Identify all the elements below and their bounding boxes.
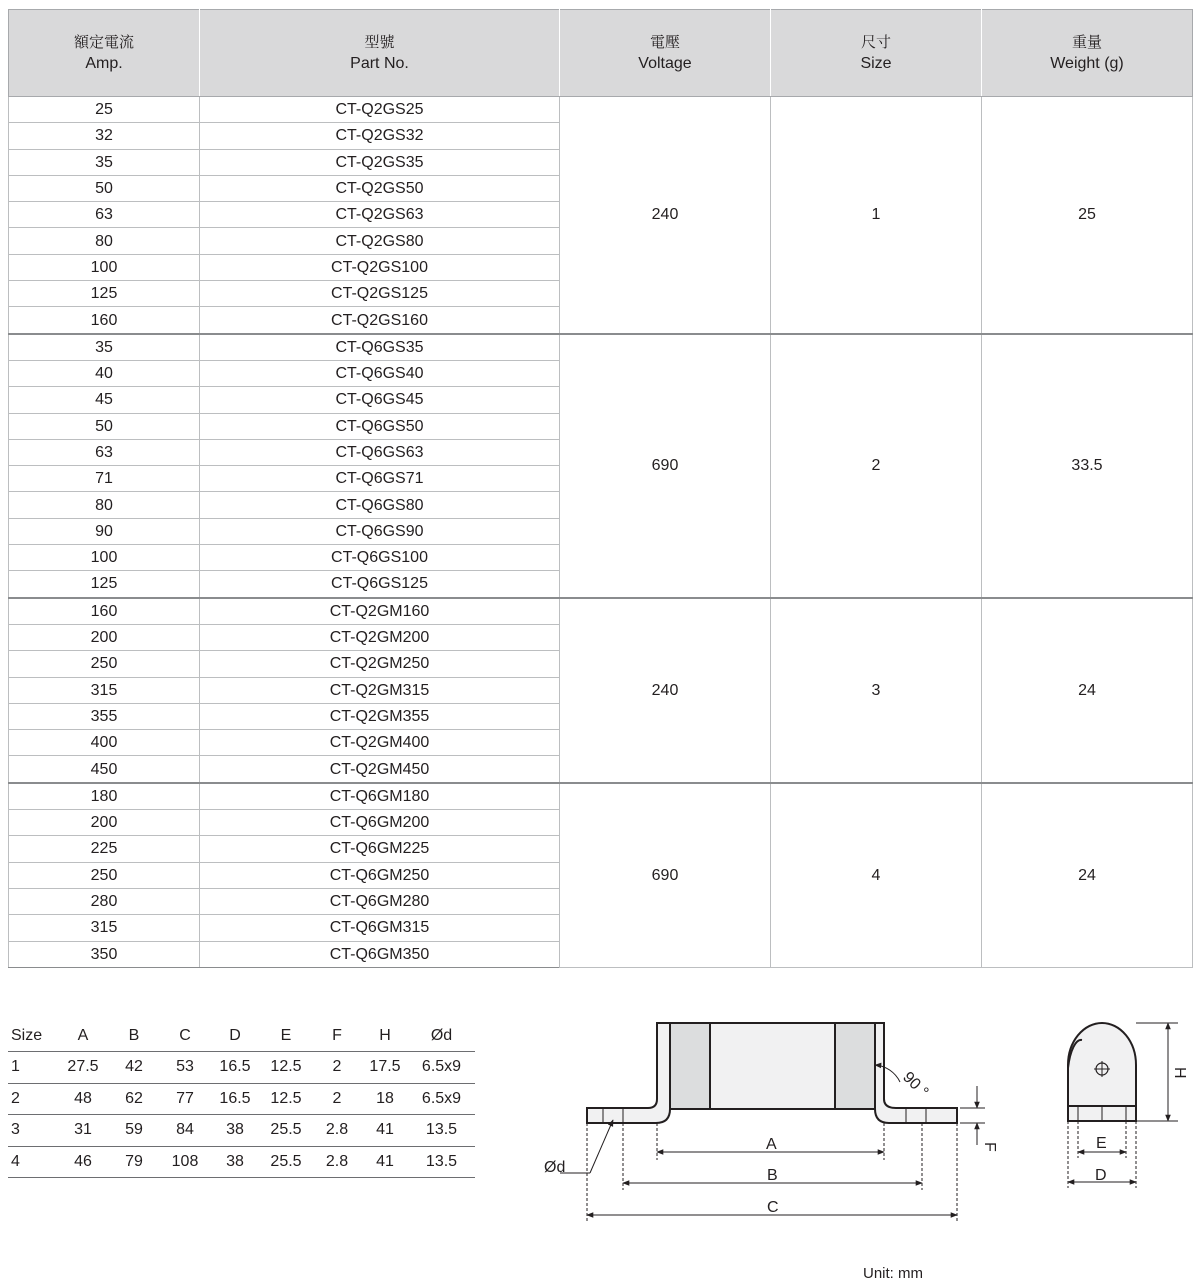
dimensions-cell: 46: [58, 1146, 108, 1178]
part-no-cell: CT-Q6GM180: [200, 783, 560, 810]
table-row: [9, 783, 1193, 810]
header-zh: 電壓: [649, 33, 680, 51]
part-no-cell: CT-Q2GM160: [200, 598, 560, 625]
part-no-cell: CT-Q2GM315: [200, 677, 560, 703]
amp-cell: 280: [9, 888, 200, 914]
part-no-cell: CT-Q2GM450: [200, 756, 560, 783]
dimensions-cell: 12.5: [260, 1083, 312, 1115]
amp-cell: 50: [9, 175, 200, 201]
dimensions-cell: 2.8: [312, 1146, 362, 1178]
dimensions-cell: 13.5: [408, 1146, 475, 1178]
fuse-end-view: [1068, 1023, 1136, 1121]
fuse-spec-table: [8, 9, 1193, 968]
dimensions-row: [8, 1146, 475, 1178]
voltage-cell: 690: [560, 334, 771, 598]
amp-cell: 100: [9, 254, 200, 280]
part-no-cell: CT-Q6GS40: [200, 360, 560, 386]
part-no-cell: CT-Q6GM315: [200, 915, 560, 941]
weight-cell: 24: [982, 598, 1193, 783]
part-no-cell: CT-Q6GS90: [200, 518, 560, 544]
dimensions-cell: 59: [108, 1115, 160, 1147]
dimensions-cell: 17.5: [362, 1052, 408, 1084]
label-angle: 90 °: [899, 1068, 932, 1102]
part-no-cell: CT-Q2GS125: [200, 281, 560, 307]
amp-cell: 450: [9, 756, 200, 783]
amp-cell: 315: [9, 915, 200, 941]
dimensions-header-cell: B: [108, 1021, 160, 1052]
dimensions-cell: 38: [210, 1115, 260, 1147]
dimensions-cell: 2.8: [312, 1115, 362, 1147]
dimensions-cell: 6.5x9: [408, 1052, 475, 1084]
part-no-cell: CT-Q2GM355: [200, 703, 560, 729]
amp-cell: 160: [9, 307, 200, 334]
voltage-cell: 240: [560, 97, 771, 334]
header-part-no: [200, 10, 560, 97]
dimensions-cell: 38: [210, 1146, 260, 1178]
part-no-cell: CT-Q6GM225: [200, 836, 560, 862]
part-no-cell: CT-Q6GM200: [200, 810, 560, 836]
table-row: [9, 334, 1193, 361]
weight-cell: 24: [982, 783, 1193, 968]
size-cell: 4: [771, 783, 982, 968]
dimensions-cell: 2: [312, 1052, 362, 1084]
amp-cell: 400: [9, 730, 200, 756]
dimensions-cell: 2: [312, 1083, 362, 1115]
dimensions-row: [8, 1083, 475, 1115]
amp-cell: 90: [9, 518, 200, 544]
dimensions-cell: 13.5: [408, 1115, 475, 1147]
part-no-cell: CT-Q6GM250: [200, 862, 560, 888]
dimensions-cell: 4: [8, 1146, 58, 1178]
part-no-cell: CT-Q2GS32: [200, 123, 560, 149]
amp-cell: 63: [9, 202, 200, 228]
dimensions-row: [8, 1052, 475, 1084]
dimensions-cell: 62: [108, 1083, 160, 1115]
size-cell: 1: [771, 97, 982, 334]
dimensions-cell: 42: [108, 1052, 160, 1084]
voltage-cell: 690: [560, 783, 771, 968]
header-en: Weight (g): [1050, 55, 1124, 72]
amp-cell: 225: [9, 836, 200, 862]
label-f: F: [981, 1142, 998, 1152]
table-row: [9, 598, 1193, 625]
dimensions-header-cell: D: [210, 1021, 260, 1052]
label-h: H: [1171, 1067, 1188, 1079]
part-no-cell: CT-Q2GS100: [200, 254, 560, 280]
amp-cell: 32: [9, 123, 200, 149]
amp-cell: 350: [9, 941, 200, 967]
amp-cell: 100: [9, 545, 200, 571]
amp-cell: 200: [9, 810, 200, 836]
header-zh: 額定電流: [73, 33, 134, 51]
amp-cell: 125: [9, 571, 200, 598]
label-a: A: [766, 1136, 777, 1153]
weight-cell: 33.5: [982, 334, 1193, 598]
dimensions-cell: 25.5: [260, 1146, 312, 1178]
dimensions-cell: 1: [8, 1052, 58, 1084]
part-no-cell: CT-Q6GS80: [200, 492, 560, 518]
amp-cell: 50: [9, 413, 200, 439]
amp-cell: 355: [9, 703, 200, 729]
dimensions-header-cell: H: [362, 1021, 408, 1052]
part-no-cell: CT-Q2GM200: [200, 624, 560, 650]
dimensions-cell: 27.5: [58, 1052, 108, 1084]
header-amp: [9, 10, 200, 97]
dimensions-table: [8, 1021, 475, 1178]
fuse-side-view: [587, 1023, 957, 1123]
dimensions-table-body: [8, 1052, 475, 1178]
header-en: Amp.: [85, 55, 123, 72]
amp-cell: 35: [9, 334, 200, 361]
amp-cell: 180: [9, 783, 200, 810]
fuse-dimension-drawing: [530, 1010, 1200, 1240]
amp-cell: 45: [9, 387, 200, 413]
spec-header-row: [9, 10, 1193, 97]
amp-cell: 25: [9, 97, 200, 123]
header-voltage: [560, 10, 771, 97]
dimensions-cell: 2: [8, 1083, 58, 1115]
dimensions-header-cell: C: [160, 1021, 210, 1052]
part-no-cell: CT-Q2GM400: [200, 730, 560, 756]
dimensions-cell: 48: [58, 1083, 108, 1115]
part-no-cell: CT-Q2GS25: [200, 97, 560, 123]
dimensions-header-cell: Size: [8, 1021, 58, 1052]
amp-cell: 250: [9, 862, 200, 888]
dimensions-header-cell: A: [58, 1021, 108, 1052]
dimensions-cell: 25.5: [260, 1115, 312, 1147]
dimensions-header-cell: F: [312, 1021, 362, 1052]
part-no-cell: CT-Q2GS80: [200, 228, 560, 254]
part-no-cell: CT-Q6GS63: [200, 439, 560, 465]
dimensions-cell: 77: [160, 1083, 210, 1115]
amp-cell: 315: [9, 677, 200, 703]
part-no-cell: CT-Q2GS160: [200, 307, 560, 334]
header-zh: 尺寸: [860, 33, 891, 51]
part-no-cell: CT-Q2GM250: [200, 651, 560, 677]
part-no-cell: CT-Q6GM280: [200, 888, 560, 914]
amp-cell: 200: [9, 624, 200, 650]
amp-cell: 125: [9, 281, 200, 307]
header-weight: [982, 10, 1193, 97]
dimensions-cell: 108: [160, 1146, 210, 1178]
dimensions-cell: 84: [160, 1115, 210, 1147]
table-row: [9, 97, 1193, 123]
amp-cell: 71: [9, 466, 200, 492]
label-b: B: [767, 1167, 778, 1184]
header-en: Part No.: [350, 55, 409, 72]
part-no-cell: CT-Q6GS100: [200, 545, 560, 571]
header-zh: 型號: [364, 33, 395, 51]
amp-cell: 250: [9, 651, 200, 677]
part-no-cell: CT-Q6GM350: [200, 941, 560, 967]
part-no-cell: CT-Q2GS50: [200, 175, 560, 201]
dimensions-row: [8, 1115, 475, 1147]
dimensions-cell: 53: [160, 1052, 210, 1084]
header-size: [771, 10, 982, 97]
dimensions-cell: 16.5: [210, 1052, 260, 1084]
label-d-hole: Ød: [544, 1159, 566, 1176]
size-cell: 3: [771, 598, 982, 783]
amp-cell: 160: [9, 598, 200, 625]
part-no-cell: CT-Q6GS50: [200, 413, 560, 439]
label-c: C: [767, 1199, 779, 1216]
header-en: Voltage: [638, 55, 692, 72]
amp-cell: 40: [9, 360, 200, 386]
spec-table-body: [9, 97, 1193, 968]
part-no-cell: CT-Q6GS71: [200, 466, 560, 492]
amp-cell: 80: [9, 228, 200, 254]
voltage-cell: 240: [560, 598, 771, 783]
label-e: E: [1096, 1135, 1107, 1152]
amp-cell: 80: [9, 492, 200, 518]
header-en: Size: [860, 55, 892, 72]
header-zh: 重量: [1071, 33, 1102, 51]
dimensions-cell: 18: [362, 1083, 408, 1115]
label-d: D: [1095, 1167, 1107, 1184]
dimensions-cell: 79: [108, 1146, 160, 1178]
dimensions-cell: 41: [362, 1146, 408, 1178]
dimensions-cell: 12.5: [260, 1052, 312, 1084]
dimensions-cell: 3: [8, 1115, 58, 1147]
part-no-cell: CT-Q6GS35: [200, 334, 560, 361]
size-cell: 2: [771, 334, 982, 598]
amp-cell: 35: [9, 149, 200, 175]
dimensions-cell: 41: [362, 1115, 408, 1147]
dimensions-cell: 31: [58, 1115, 108, 1147]
unit-note: Unit: mm: [863, 1265, 923, 1282]
dimensions-header-row: [8, 1021, 475, 1052]
part-no-cell: CT-Q6GS45: [200, 387, 560, 413]
part-no-cell: CT-Q6GS125: [200, 571, 560, 598]
dimensions-header-cell: E: [260, 1021, 312, 1052]
dimensions-header-cell: Ød: [408, 1021, 475, 1052]
dimensions-cell: 6.5x9: [408, 1083, 475, 1115]
part-no-cell: CT-Q2GS63: [200, 202, 560, 228]
amp-cell: 63: [9, 439, 200, 465]
part-no-cell: CT-Q2GS35: [200, 149, 560, 175]
dimensions-cell: 16.5: [210, 1083, 260, 1115]
weight-cell: 25: [982, 97, 1193, 334]
